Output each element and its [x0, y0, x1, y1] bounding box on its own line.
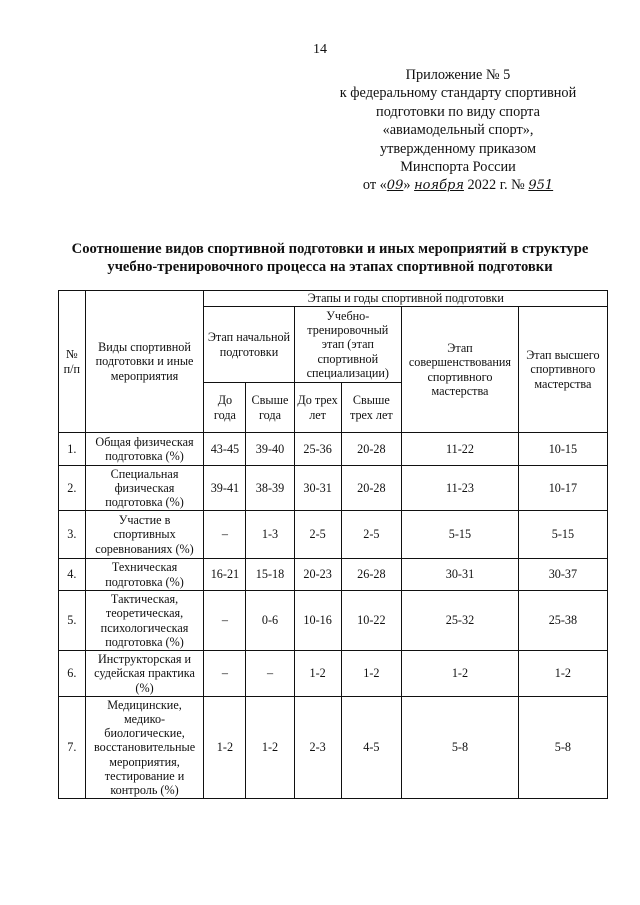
- header-stages: Этапы и годы спортивной подготовки: [204, 291, 608, 307]
- header-highest-stage: Этап высшего спортивного мастерства: [518, 307, 607, 433]
- row-kind: Участие в спортивных соревнованиях (%): [85, 511, 204, 559]
- cell-highest: 10-15: [518, 433, 607, 466]
- cell-initial-upto: 43-45: [204, 433, 246, 466]
- cell-initial-over: 1-3: [246, 511, 294, 559]
- handwritten-order-number: 951: [528, 178, 554, 194]
- row-kind: Тактическая, теоретическая, психологическая подготовка (%): [85, 591, 204, 651]
- date-mid: »: [403, 177, 415, 194]
- row-kind: Общая физическая подготовка (%): [85, 433, 204, 466]
- header-initial-upto: До года: [204, 383, 246, 433]
- table-row: [59, 591, 608, 651]
- cell-improvement: 11-23: [402, 466, 519, 511]
- cell-training-upto: 2-3: [294, 697, 341, 799]
- row-number: 6.: [59, 651, 86, 697]
- cell-training-over: 4-5: [341, 697, 401, 799]
- cell-initial-upto: –: [204, 651, 246, 697]
- table-row: [59, 511, 608, 559]
- cell-improvement: 5-8: [402, 697, 519, 799]
- cell-highest: 1-2: [518, 651, 607, 697]
- cell-improvement: 5-15: [402, 511, 519, 559]
- cell-training-upto: 10-16: [294, 591, 341, 651]
- header-training-upto: До трех лет: [294, 383, 341, 433]
- header-initial-over: Свыше года: [246, 383, 294, 433]
- table-row: [59, 697, 608, 799]
- cell-training-upto: 20-23: [294, 559, 341, 591]
- row-kind: Специальная физическая подготовка (%): [85, 466, 204, 511]
- year-text: 2022 г. №: [463, 177, 529, 194]
- cell-improvement: 1-2: [402, 651, 519, 697]
- cell-highest: 30-37: [518, 559, 607, 591]
- cell-initial-upto: –: [204, 591, 246, 651]
- row-number: 4.: [59, 559, 86, 591]
- row-kind: Инструкторская и судейская практика (%): [85, 651, 204, 697]
- cell-training-upto: 25-36: [294, 433, 341, 466]
- appendix-line: Минспорта России: [400, 159, 516, 176]
- header-kind: Виды спортивной подготовки и иные мероприятия: [85, 291, 204, 433]
- title-line: учебно-тренировочного процесса на этапах спортивной подготовки: [107, 259, 553, 275]
- appendix-line: к федеральному стандарту спортивной: [339, 85, 577, 102]
- cell-highest: 5-15: [518, 511, 607, 559]
- cell-training-over: 20-28: [341, 433, 401, 466]
- header-initial-stage: Этап начальной подготовки: [204, 307, 294, 383]
- handwritten-month: ноября: [414, 178, 464, 194]
- row-kind: Медицинские, медико-биологические, восстановительные мероприятия, тестирование и контроль (%): [85, 697, 204, 799]
- date-prefix: от «: [362, 177, 387, 194]
- cell-initial-upto: 1-2: [204, 697, 246, 799]
- title-line: Соотношение видов спортивной подготовки и иных мероприятий в структуре: [71, 241, 589, 257]
- document-title: [40, 240, 620, 276]
- cell-highest: 25-38: [518, 591, 607, 651]
- page-number: 14: [313, 42, 327, 57]
- handwritten-day: 09: [386, 178, 404, 194]
- cell-training-upto: 2-5: [294, 511, 341, 559]
- cell-training-over: 20-28: [341, 466, 401, 511]
- cell-training-over: 1-2: [341, 651, 401, 697]
- table-row: [59, 651, 608, 697]
- table-row: [59, 466, 608, 511]
- cell-training-upto: 1-2: [294, 651, 341, 697]
- cell-training-over: 26-28: [341, 559, 401, 591]
- header-training-over: Свыше трех лет: [341, 383, 401, 433]
- cell-initial-over: 39-40: [246, 433, 294, 466]
- cell-training-over: 10-22: [341, 591, 401, 651]
- row-number: 1.: [59, 433, 86, 466]
- appendix-line: Приложение № 5: [405, 67, 511, 83]
- training-ratio-table: [58, 290, 608, 799]
- cell-initial-over: 38-39: [246, 466, 294, 511]
- cell-initial-upto: 16-21: [204, 559, 246, 591]
- cell-initial-over: 15-18: [246, 559, 294, 591]
- table-row: [59, 433, 608, 466]
- appendix-line: подготовки по виду спорта: [376, 103, 540, 120]
- header-training-stage: Учебно-тренировочный этап (этап спортивной специализации): [294, 307, 402, 383]
- appendix-line: утвержденному приказом: [379, 140, 537, 157]
- row-number: 2.: [59, 466, 86, 511]
- cell-highest: 10-17: [518, 466, 607, 511]
- cell-highest: 5-8: [518, 697, 607, 799]
- cell-initial-upto: 39-41: [204, 466, 246, 511]
- header-improvement-stage: Этап совершенствования спортивного мастерства: [402, 307, 519, 433]
- cell-initial-upto: –: [204, 511, 246, 559]
- row-kind: Техническая подготовка (%): [85, 559, 204, 591]
- cell-improvement: 25-32: [402, 591, 519, 651]
- cell-initial-over: 1-2: [246, 697, 294, 799]
- cell-training-over: 2-5: [341, 511, 401, 559]
- row-number: 5.: [59, 591, 86, 651]
- cell-initial-over: –: [246, 651, 294, 697]
- cell-improvement: 11-22: [402, 433, 519, 466]
- header-number: № п/п: [59, 291, 86, 433]
- appendix-line: «авиамодельный спорт»,: [382, 122, 534, 139]
- appendix-block: [308, 66, 608, 196]
- cell-training-upto: 30-31: [294, 466, 341, 511]
- cell-initial-over: 0-6: [246, 591, 294, 651]
- row-number: 7.: [59, 697, 86, 799]
- cell-improvement: 30-31: [402, 559, 519, 591]
- appendix-date-line: [308, 176, 608, 195]
- table-row: [59, 559, 608, 591]
- row-number: 3.: [59, 511, 86, 559]
